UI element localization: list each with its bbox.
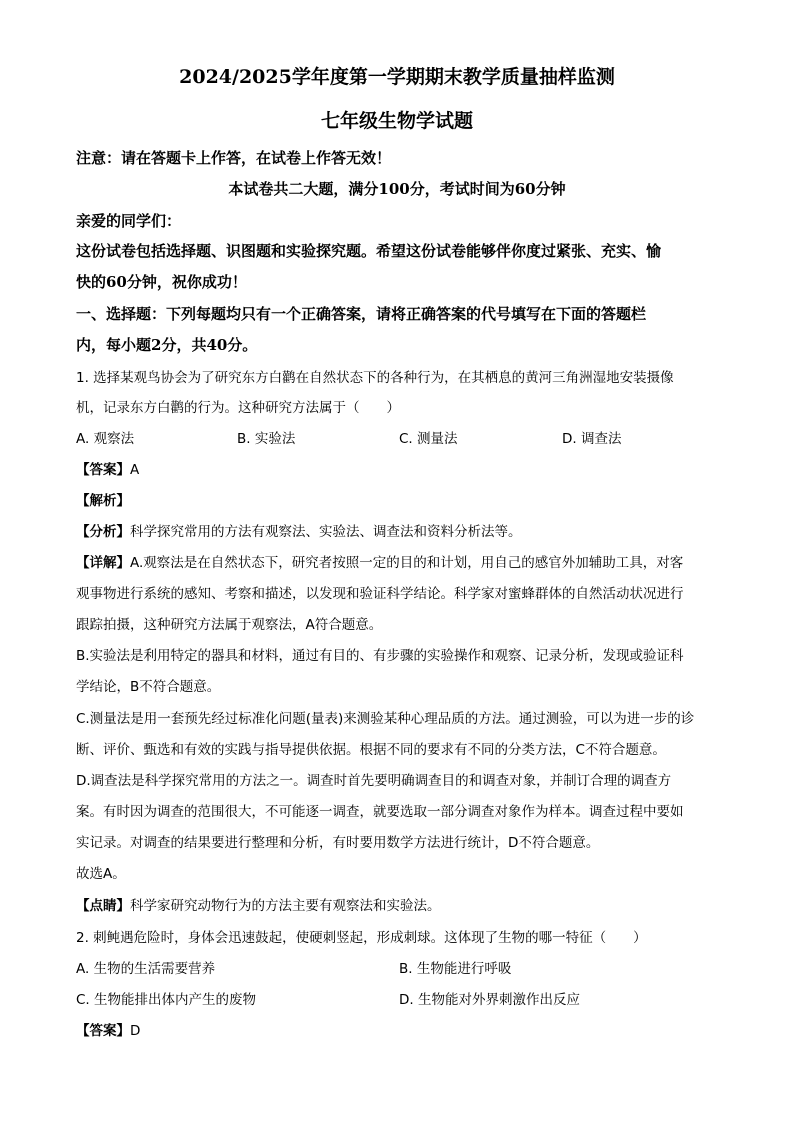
q1-analysis-tag: 【解析】 — [76, 493, 130, 509]
q1-dianjing-text: 科学家研究动物行为的方法主要有观察法和实验法。 — [130, 898, 441, 914]
intro-line-1: 这份试卷包括选择题、识图题和实验探究题。希望这份试卷能够伴你度过紧张、充实、愉 — [76, 242, 662, 260]
intro-line-2: 快的60分钟，祝你成功！ — [76, 273, 247, 291]
q1-dianjing — [76, 894, 441, 914]
q1-detail-a-text: A.观察法是在自然状态下，研究者按照一定的目的和计划，用自己的感官外加辅助工具，对客 — [130, 555, 684, 571]
q1-detail-a-line-3: 跟踪拍摄，这种研究方法属于观察法，A符合题意。 — [76, 617, 383, 633]
q1-stem-line-2: 机，记录东方白鹳的行为。这种研究方法属于（ ） — [76, 400, 400, 416]
q2-option-a: A. 生物的生活需要营养 — [76, 961, 216, 977]
q2-option-d: D. 生物能对外界刺激作出反应 — [399, 992, 580, 1008]
q2-option-c: C. 生物能排出体内产生的废物 — [76, 992, 257, 1008]
q2-answer — [76, 1019, 140, 1039]
q1-answer — [76, 458, 139, 478]
q1-option-a: A. 观察法 — [76, 431, 135, 447]
exam-subtitle: 七年级生物学试题 — [320, 110, 473, 132]
q1-fenxi-text: 科学探究常用的方法有观察法、实验法、调查法和资料分析法等。 — [130, 524, 522, 540]
q1-detail-d-line-3: 实记录。对调查的结果要进行整理和分析，有时要用数学方法进行统计，D不符合题意。 — [76, 835, 600, 851]
q1-option-c: C. 测量法 — [399, 431, 458, 447]
q2-stem: 2. 刺鲀遇危险时，身体会迅速鼓起，使硬刺竖起，形成刺球。这体现了生物的哪一特征（ ） — [76, 930, 647, 946]
greeting: 亲爱的同学们： — [76, 212, 182, 230]
exam-title: 2024/2025学年度第一学期期末教学质量抽样监测 — [179, 66, 615, 88]
q1-detail-tag: 【详解】 — [76, 555, 130, 571]
q1-fenxi — [76, 520, 522, 540]
q1-detail-a-line-2: 观事物进行系统的感知、考察和描述，以发现和验证科学结论。科学家对蜜蜂群体的自然活动状况进行 — [76, 586, 684, 602]
q1-detail-b-line-2: 学结论，B不符合题意。 — [76, 679, 221, 695]
notice: 注意：请在答题卡上作答，在试卷上作答无效！ — [76, 149, 392, 167]
q1-detail-d-line-1: D.调查法是科学探究常用的方法之一。调查时首先要明确调查目的和调查对象，并制订合理的调查方 — [76, 773, 672, 789]
q2-answer-tag: 【答案】 — [76, 1023, 130, 1039]
q1-option-d: D. 调查法 — [562, 431, 622, 447]
section-1-heading-line-1: 一、选择题：下列每题均只有一个正确答案，请将正确答案的代号填写在下面的答题栏 — [76, 305, 647, 323]
q1-detail-c-line-2: 断、评价、甄选和有效的实践与指导提供依据。根据不同的要求有不同的分类方法，C不符合题意。 — [76, 742, 666, 758]
q1-detail-b-line-1: B.实验法是利用特定的器具和材料，通过有目的、有步骤的实验操作和观察、记录分析，发现或验证科 — [76, 648, 684, 664]
q1-detail-c-line-1: C.测量法是用一套预先经过标准化问题(量表)来测验某种心理品质的方法。通过测验，可以为进一步的诊 — [76, 711, 695, 727]
q1-conclusion: 故选A。 — [76, 866, 126, 882]
q2-option-b: B. 生物能进行呼吸 — [399, 961, 512, 977]
q1-stem-line-1: 1. 选择某观鸟协会为了研究东方白鹳在自然状态下的各种行为，在其栖息的黄河三角洲湿地安装摄像 — [76, 370, 674, 386]
section-1-heading-line-2: 内，每小题2分，共40分。 — [76, 336, 258, 354]
q1-answer-tag: 【答案】 — [76, 462, 130, 478]
q1-dianjing-tag: 【点睛】 — [76, 898, 130, 914]
q1-option-b: B. 实验法 — [237, 431, 296, 447]
q1-fenxi-tag: 【分析】 — [76, 524, 130, 540]
q1-detail-d-line-2: 案。有时因为调查的范围很大，不可能逐一调查，就要选取一部分调查对象作为样本。调查过程中要如 — [76, 804, 684, 820]
q1-detail-a-line-1 — [76, 551, 683, 571]
q1-answer-value: A — [130, 462, 140, 478]
q2-answer-value: D — [130, 1023, 141, 1039]
exam-info: 本试卷共二大题，满分100分，考试时间为60分钟 — [228, 180, 566, 198]
